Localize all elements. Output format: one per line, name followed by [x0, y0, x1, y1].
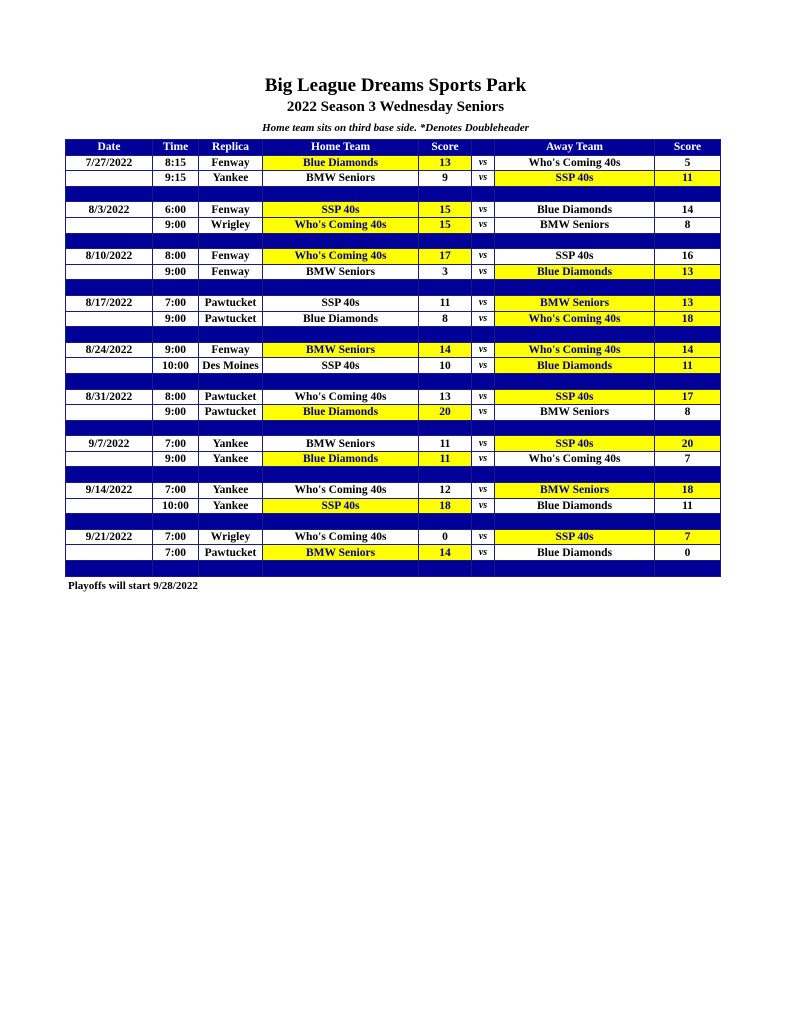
vs-cell: vs — [472, 295, 495, 311]
separator-cell — [472, 420, 495, 436]
home-score-cell: 13 — [419, 155, 472, 171]
home-score-cell: 9 — [419, 171, 472, 187]
separator-cell — [655, 373, 721, 389]
separator-cell — [199, 186, 263, 202]
home-team-cell: Who's Coming 40s — [263, 249, 419, 265]
home-team-cell: BMW Seniors — [263, 545, 419, 561]
separator-cell — [66, 233, 153, 249]
away-score-cell: 13 — [655, 264, 721, 280]
separator-cell — [472, 186, 495, 202]
game-row — [66, 545, 721, 561]
game-row — [66, 483, 721, 499]
vs-cell: vs — [472, 217, 495, 233]
separator-cell — [199, 373, 263, 389]
separator-cell — [153, 467, 199, 483]
away-score-cell: 20 — [655, 436, 721, 452]
away-team-cell: BMW Seniors — [495, 483, 655, 499]
vs-cell: vs — [472, 498, 495, 514]
separator-cell — [153, 327, 199, 343]
home-team-cell: BMW Seniors — [263, 171, 419, 187]
separator-cell — [495, 280, 655, 296]
time-cell: 6:00 — [153, 202, 199, 218]
vs-cell: vs — [472, 171, 495, 187]
col-header-time: Time — [153, 140, 199, 156]
separator-cell — [419, 561, 472, 577]
away-team-cell: SSP 40s — [495, 171, 655, 187]
separator-cell — [66, 186, 153, 202]
date-cell: 9/21/2022 — [66, 529, 153, 545]
home-score-cell: 10 — [419, 358, 472, 374]
home-score-cell: 18 — [419, 498, 472, 514]
away-team-cell: BMW Seniors — [495, 295, 655, 311]
separator-cell — [199, 561, 263, 577]
game-row — [66, 155, 721, 171]
vs-cell: vs — [472, 202, 495, 218]
away-score-cell: 11 — [655, 498, 721, 514]
time-cell: 7:00 — [153, 483, 199, 499]
separator-cell — [495, 467, 655, 483]
separator-cell — [472, 327, 495, 343]
replica-cell: Des Moines — [199, 358, 263, 374]
away-team-cell: Blue Diamonds — [495, 358, 655, 374]
away-team-cell: BMW Seniors — [495, 405, 655, 421]
vs-cell: vs — [472, 545, 495, 561]
game-row — [66, 249, 721, 265]
time-cell: 9:00 — [153, 405, 199, 421]
home-team-cell: SSP 40s — [263, 358, 419, 374]
separator-cell — [655, 561, 721, 577]
vs-cell: vs — [472, 529, 495, 545]
home-score-cell: 12 — [419, 483, 472, 499]
away-team-cell: Who's Coming 40s — [495, 311, 655, 327]
separator-cell — [655, 233, 721, 249]
separator-cell — [66, 280, 153, 296]
game-row — [66, 264, 721, 280]
separator-cell — [153, 186, 199, 202]
game-row — [66, 529, 721, 545]
home-score-cell: 13 — [419, 389, 472, 405]
separator-row — [66, 514, 721, 530]
home-team-cell: Who's Coming 40s — [263, 217, 419, 233]
separator-cell — [263, 561, 419, 577]
separator-cell — [655, 514, 721, 530]
away-score-cell: 5 — [655, 155, 721, 171]
separator-cell — [263, 186, 419, 202]
separator-cell — [66, 561, 153, 577]
home-score-cell: 11 — [419, 295, 472, 311]
header-note: Home team sits on third base side. *Denotes Doubleheader — [262, 122, 529, 134]
separator-cell — [263, 233, 419, 249]
vs-cell: vs — [472, 249, 495, 265]
away-team-cell: Blue Diamonds — [495, 498, 655, 514]
date-cell — [66, 545, 153, 561]
col-header-vs — [472, 140, 495, 156]
time-cell: 8:15 — [153, 155, 199, 171]
separator-cell — [199, 233, 263, 249]
date-cell: 8/3/2022 — [66, 202, 153, 218]
home-score-cell: 0 — [419, 529, 472, 545]
home-team-cell: BMW Seniors — [263, 342, 419, 358]
separator-cell — [472, 233, 495, 249]
vs-cell: vs — [472, 389, 495, 405]
separator-cell — [495, 373, 655, 389]
separator-cell — [472, 561, 495, 577]
away-score-cell: 14 — [655, 342, 721, 358]
time-cell: 10:00 — [153, 358, 199, 374]
date-cell — [66, 405, 153, 421]
time-cell: 7:00 — [153, 436, 199, 452]
away-team-cell: Blue Diamonds — [495, 545, 655, 561]
home-score-cell: 8 — [419, 311, 472, 327]
vs-cell: vs — [472, 155, 495, 171]
col-header-home-score: Score — [419, 140, 472, 156]
date-cell — [66, 451, 153, 467]
home-score-cell: 14 — [419, 545, 472, 561]
replica-cell: Yankee — [199, 451, 263, 467]
date-cell: 8/31/2022 — [66, 389, 153, 405]
col-header-date: Date — [66, 140, 153, 156]
home-score-cell: 15 — [419, 202, 472, 218]
time-cell: 10:00 — [153, 498, 199, 514]
game-row — [66, 311, 721, 327]
separator-cell — [263, 373, 419, 389]
home-team-cell: Blue Diamonds — [263, 311, 419, 327]
replica-cell: Fenway — [199, 249, 263, 265]
replica-cell: Yankee — [199, 436, 263, 452]
replica-cell: Fenway — [199, 264, 263, 280]
home-team-cell: Who's Coming 40s — [263, 529, 419, 545]
separator-cell — [655, 420, 721, 436]
vs-cell: vs — [472, 436, 495, 452]
separator-cell — [655, 280, 721, 296]
separator-cell — [495, 514, 655, 530]
away-score-cell: 11 — [655, 171, 721, 187]
separator-cell — [419, 186, 472, 202]
separator-cell — [66, 514, 153, 530]
vs-cell: vs — [472, 405, 495, 421]
date-cell: 9/7/2022 — [66, 436, 153, 452]
replica-cell: Fenway — [199, 342, 263, 358]
page-title: Big League Dreams Sports Park — [264, 75, 527, 96]
away-score-cell: 11 — [655, 358, 721, 374]
col-header-away-score: Score — [655, 140, 721, 156]
separator-cell — [472, 467, 495, 483]
replica-cell: Yankee — [199, 498, 263, 514]
separator-cell — [263, 420, 419, 436]
separator-cell — [153, 280, 199, 296]
game-row — [66, 342, 721, 358]
separator-cell — [199, 327, 263, 343]
date-cell — [66, 311, 153, 327]
vs-cell: vs — [472, 264, 495, 280]
separator-cell — [199, 280, 263, 296]
separator-cell — [66, 420, 153, 436]
away-score-cell: 8 — [655, 217, 721, 233]
replica-cell: Pawtucket — [199, 545, 263, 561]
home-score-cell: 14 — [419, 342, 472, 358]
separator-cell — [495, 233, 655, 249]
game-row — [66, 217, 721, 233]
date-cell: 8/17/2022 — [66, 295, 153, 311]
date-cell — [66, 217, 153, 233]
home-score-cell: 17 — [419, 249, 472, 265]
time-cell: 9:00 — [153, 451, 199, 467]
replica-cell: Fenway — [199, 155, 263, 171]
date-cell: 7/27/2022 — [66, 155, 153, 171]
time-cell: 7:00 — [153, 295, 199, 311]
away-score-cell: 8 — [655, 405, 721, 421]
time-cell: 8:00 — [153, 389, 199, 405]
game-row — [66, 295, 721, 311]
vs-cell: vs — [472, 342, 495, 358]
away-score-cell: 0 — [655, 545, 721, 561]
separator-cell — [199, 420, 263, 436]
home-score-cell: 20 — [419, 405, 472, 421]
date-cell — [66, 171, 153, 187]
separator-cell — [419, 233, 472, 249]
away-score-cell: 16 — [655, 249, 721, 265]
separator-cell — [263, 327, 419, 343]
away-score-cell: 14 — [655, 202, 721, 218]
table-header-row — [66, 140, 721, 156]
game-row — [66, 405, 721, 421]
vs-cell: vs — [472, 483, 495, 499]
game-row — [66, 451, 721, 467]
separator-cell — [66, 327, 153, 343]
away-team-cell: Who's Coming 40s — [495, 155, 655, 171]
separator-row — [66, 420, 721, 436]
date-cell — [66, 498, 153, 514]
separator-cell — [199, 514, 263, 530]
vs-cell: vs — [472, 311, 495, 327]
separator-cell — [495, 420, 655, 436]
date-cell — [66, 264, 153, 280]
separator-cell — [153, 420, 199, 436]
date-cell: 8/10/2022 — [66, 249, 153, 265]
home-team-cell: SSP 40s — [263, 295, 419, 311]
replica-cell: Pawtucket — [199, 311, 263, 327]
home-score-cell: 11 — [419, 436, 472, 452]
separator-cell — [199, 467, 263, 483]
separator-row — [66, 561, 721, 577]
game-row — [66, 389, 721, 405]
separator-cell — [66, 373, 153, 389]
replica-cell: Yankee — [199, 483, 263, 499]
replica-cell: Wrigley — [199, 217, 263, 233]
separator-cell — [655, 467, 721, 483]
col-header-away-team: Away Team — [495, 140, 655, 156]
separator-cell — [419, 420, 472, 436]
page-subtitle: 2022 Season 3 Wednesday Seniors — [286, 99, 505, 115]
replica-cell: Pawtucket — [199, 405, 263, 421]
separator-cell — [495, 327, 655, 343]
replica-cell: Wrigley — [199, 529, 263, 545]
replica-cell: Pawtucket — [199, 389, 263, 405]
separator-row — [66, 327, 721, 343]
home-team-cell: Blue Diamonds — [263, 405, 419, 421]
col-header-replica: Replica — [199, 140, 263, 156]
time-cell: 9:00 — [153, 342, 199, 358]
separator-cell — [472, 373, 495, 389]
game-row — [66, 436, 721, 452]
schedule-table — [65, 139, 721, 577]
game-row — [66, 498, 721, 514]
separator-cell — [419, 373, 472, 389]
time-cell: 7:00 — [153, 529, 199, 545]
away-team-cell: SSP 40s — [495, 529, 655, 545]
replica-cell: Pawtucket — [199, 295, 263, 311]
date-cell — [66, 358, 153, 374]
away-score-cell: 18 — [655, 311, 721, 327]
separator-cell — [153, 233, 199, 249]
vs-cell: vs — [472, 358, 495, 374]
home-team-cell: SSP 40s — [263, 498, 419, 514]
separator-cell — [263, 280, 419, 296]
separator-cell — [495, 561, 655, 577]
away-team-cell: SSP 40s — [495, 249, 655, 265]
replica-cell: Yankee — [199, 171, 263, 187]
home-team-cell: BMW Seniors — [263, 264, 419, 280]
separator-cell — [655, 186, 721, 202]
schedule-body — [66, 155, 721, 576]
home-team-cell: Blue Diamonds — [263, 155, 419, 171]
time-cell: 9:15 — [153, 171, 199, 187]
separator-row — [66, 467, 721, 483]
time-cell: 8:00 — [153, 249, 199, 265]
away-team-cell: Who's Coming 40s — [495, 342, 655, 358]
separator-cell — [263, 467, 419, 483]
away-score-cell: 18 — [655, 483, 721, 499]
away-score-cell: 17 — [655, 389, 721, 405]
separator-cell — [263, 514, 419, 530]
time-cell: 9:00 — [153, 264, 199, 280]
time-cell: 7:00 — [153, 545, 199, 561]
away-score-cell: 13 — [655, 295, 721, 311]
separator-row — [66, 280, 721, 296]
game-row — [66, 358, 721, 374]
away-team-cell: BMW Seniors — [495, 217, 655, 233]
game-row — [66, 202, 721, 218]
away-score-cell: 7 — [655, 529, 721, 545]
time-cell: 9:00 — [153, 217, 199, 233]
date-cell: 8/24/2022 — [66, 342, 153, 358]
away-score-cell: 7 — [655, 451, 721, 467]
separator-row — [66, 186, 721, 202]
date-cell: 9/14/2022 — [66, 483, 153, 499]
home-team-cell: Who's Coming 40s — [263, 483, 419, 499]
away-team-cell: Blue Diamonds — [495, 264, 655, 280]
separator-cell — [153, 514, 199, 530]
separator-cell — [66, 467, 153, 483]
separator-cell — [472, 514, 495, 530]
home-score-cell: 15 — [419, 217, 472, 233]
separator-cell — [153, 373, 199, 389]
away-team-cell: SSP 40s — [495, 389, 655, 405]
separator-cell — [419, 327, 472, 343]
replica-cell: Fenway — [199, 202, 263, 218]
away-team-cell: Blue Diamonds — [495, 202, 655, 218]
away-team-cell: SSP 40s — [495, 436, 655, 452]
separator-cell — [419, 280, 472, 296]
home-team-cell: SSP 40s — [263, 202, 419, 218]
separator-cell — [655, 327, 721, 343]
separator-row — [66, 233, 721, 249]
home-team-cell: Who's Coming 40s — [263, 389, 419, 405]
game-row — [66, 171, 721, 187]
separator-cell — [419, 514, 472, 530]
playoffs-note: Playoffs will start 9/28/2022 — [68, 580, 198, 592]
home-score-cell: 11 — [419, 451, 472, 467]
separator-cell — [495, 186, 655, 202]
separator-cell — [419, 467, 472, 483]
separator-cell — [472, 280, 495, 296]
vs-cell: vs — [472, 451, 495, 467]
col-header-home-team: Home Team — [263, 140, 419, 156]
home-team-cell: BMW Seniors — [263, 436, 419, 452]
home-score-cell: 3 — [419, 264, 472, 280]
time-cell: 9:00 — [153, 311, 199, 327]
home-team-cell: Blue Diamonds — [263, 451, 419, 467]
away-team-cell: Who's Coming 40s — [495, 451, 655, 467]
separator-row — [66, 373, 721, 389]
separator-cell — [153, 561, 199, 577]
